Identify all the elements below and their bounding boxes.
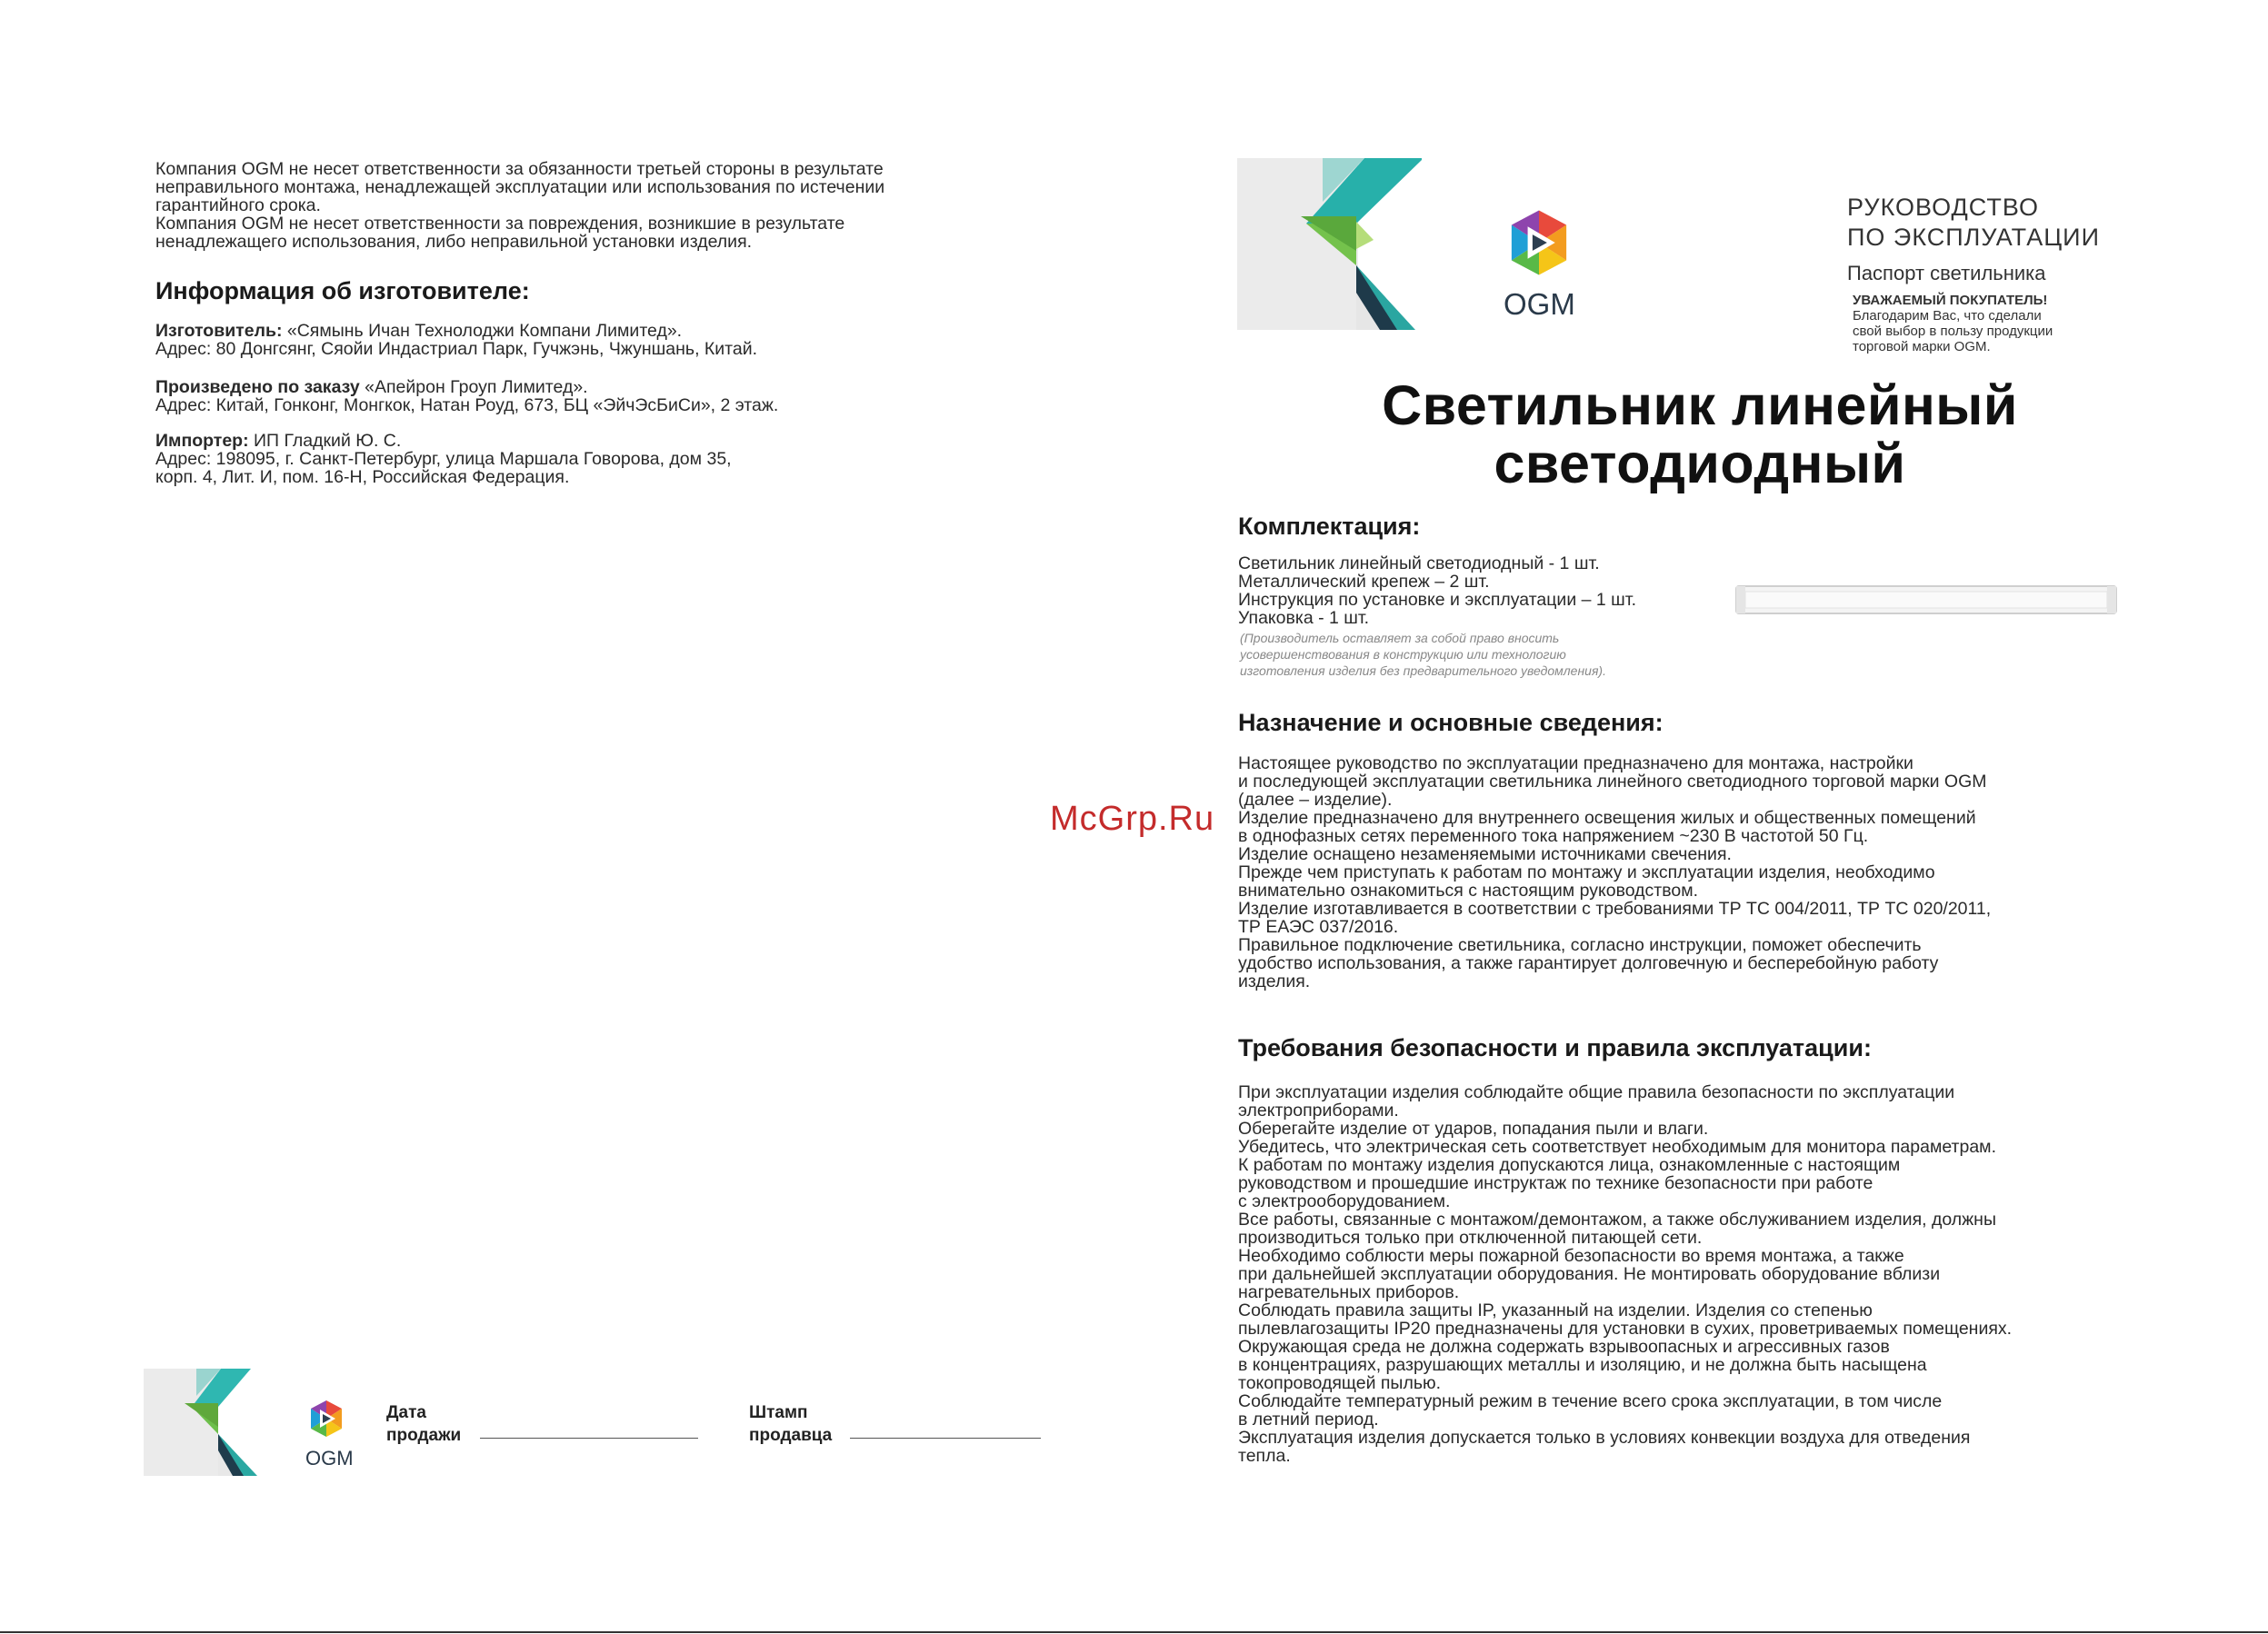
kit-list [1238, 554, 1729, 627]
importer-address: Адрес: 198095, г. Санкт-Петербург, улица Маршала Говорова, дом 35, [155, 449, 732, 469]
footer-ogm-mark [306, 1399, 346, 1439]
watermark: McGrp.Ru [1050, 800, 1215, 838]
ordered-address: Адрес: Китай, Гонконг, Монгкок, Натан Роуд, 673, БЦ «ЭйчЭсБиСи», 2 этаж. [155, 395, 779, 415]
stamp-label: Штамп продавца [749, 1403, 833, 1445]
disclaimer-block [155, 160, 1064, 251]
cover-ogm-mark [1504, 207, 1574, 278]
manufacturer-name: «Сямынь Ичан Технолоджи Компани Лимитед». [282, 321, 683, 341]
purpose-text: Настоящее руководство по эксплуатации предназначено для монтажа, настройки и последующей эксплуатации светильника линейного светодиодного торговой марки OGM (далее – изделие). Изделие предназначено для внутреннего освещения жилых и общественных помещений в однофазных сетях переменного тока напряжением ~230 В частотой 50 Гц. Изделие оснащено незаменяемыми источниками свечения. Прежде чем приступать к работам по монтажу и эксплуатации изделия, необходимо внимательно ознакомиться с настоящим руководством. Изделие изготавливается в соответствии с требованиями ТР ТС 004/2011, ТР ТС 020/2011, ТР ЕАЭС 037/2016. Правильное подключение светильника, согласно инструкции, поможет обеспечить удобство использования, а также гарантирует долговечную и бесперебойную работу изделия. [1238, 753, 1992, 991]
manufacturer-block [155, 322, 1064, 358]
kit-heading: Комплектация: [1238, 513, 1421, 540]
brand-k-icon [144, 1369, 280, 1476]
guide-title: РУКОВОДСТВО ПО ЭКСПЛУАТАЦИИ [1847, 194, 2100, 251]
disclaimer-line: Компания OGM не несет ответственности за обязанности третьей стороны в результате [155, 159, 884, 179]
disclaimer-line: Компания OGM не несет ответственности за повреждения, возникшие в результате [155, 214, 845, 234]
customer-note: УВАЖАЕМЫЙ ПОКУПАТЕЛЬ! Благодарим Вас, что сделали свой выбор в пользу продукции торговой марки OGM. [1853, 293, 2053, 354]
disclaimer-line: неправильного монтажа, ненадлежащей эксплуатации или использования по истечении [155, 177, 885, 197]
footer-logo-text: OGM [305, 1447, 354, 1470]
brand-k-large-icon [1237, 158, 1422, 330]
safety-text: При эксплуатации изделия соблюдайте общие правила безопасности по эксплуатации электроприборами. Оберегайте изделие от ударов, попадания пыли и влаги. Убедитесь, что электрическая сеть соответствует необходимым для монитора параметрам. К работам по монтажу изделия допускаются лица, ознакомленные с настоящим руководством и прошедшие инструктаж по технике безопасности при работе с электрооборудованием. Все работы, связанные с монтажом/демонтажом, а также обслуживанием изделия, должны производиться только при отключенной питающей сети. Необходимо соблюсти меры пожарной безопасности во время монтажа, а также при дальнейшей эксплуатации оборудования. Не монтировать оборудование вблизи нагревательных приборов. Соблюдать правила защиты IP, указанный на изделии. Изделия со степенью пылевлагозащиты IP20 предназначены для установки в сухих, проветриваемых помещениях. Окружающая среда не должна содержать взрывоопасных и агрессивных газов в концентрациях, разрушающих металлы и изоляцию, и не должна быть насыщена токопроводящей пылью. Соблюдайте температурный режим в течение всего срока эксплуатации, в том числе в летний период. Эксплуатация изделия допускается только в условиях конвекции воздуха для отведения тепла. [1238, 1082, 2013, 1466]
manufacturer-label: Изготовитель: [155, 321, 283, 341]
manufacturer-address: Адрес: 80 Донгсянг, Сяойи Индастриал Парк, Гучжэнь, Чжуншань, Китай. [155, 339, 758, 359]
disclaimer-line: гарантийного срока. [155, 195, 321, 215]
importer-name: ИП Гладкий Ю. С. [248, 431, 402, 451]
cover-logo-text: OGM [1504, 287, 1575, 321]
disclaimer-line: ненадлежащего использования, либо неправильной установки изделия. [155, 232, 753, 252]
dear-customer: УВАЖАЕМЫЙ ПОКУПАТЕЛЬ! [1853, 293, 2048, 308]
sale-date-label: Дата продажи [386, 1403, 462, 1445]
luminaire-image [1734, 583, 2118, 617]
ogm-logo-icon [306, 1399, 346, 1439]
list-item: Металлический крепеж – 2 шт. [1238, 572, 1490, 592]
page-bottom-divider [0, 1631, 2268, 1633]
page-title: Светильник линейный светодиодный [1382, 374, 2018, 494]
ogm-logo-large-icon [1504, 207, 1574, 278]
linear-lamp-icon [1734, 583, 2118, 617]
importer-address: корп. 4, Лит. И, пом. 16-Н, Российская Федерация. [155, 467, 570, 487]
passport-label: Паспорт светильника [1847, 262, 2046, 284]
list-item: Упаковка - 1 шт. [1238, 608, 1370, 628]
cover-logo-graphic [1237, 158, 1422, 330]
ordered-block [155, 378, 1064, 414]
manufacturer-heading: Информация об изготовителе: [155, 277, 530, 304]
ordered-label: Произведено по заказу [155, 377, 360, 397]
purpose-heading: Назначение и основные сведения: [1238, 709, 1664, 736]
stamp-field[interactable] [850, 1438, 1041, 1439]
footer-logo-graphic [144, 1369, 280, 1476]
sale-date-field[interactable] [480, 1438, 698, 1439]
safety-heading: Требования безопасности и правила эксплуатации: [1238, 1034, 1872, 1061]
kit-note: (Производитель оставляет за собой право вносить усовершенствования в конструкцию или технологию изготовления изделия без предварительного уведомления). [1240, 631, 1606, 678]
list-item: Инструкция по установке и эксплуатации – 1 шт. [1238, 590, 1636, 610]
importer-label: Импортер: [155, 431, 249, 451]
importer-block [155, 432, 1064, 486]
list-item: Светильник линейный светодиодный - 1 шт. [1238, 553, 1600, 573]
ordered-name: «Апейрон Гроуп Лимитед». [359, 377, 588, 397]
